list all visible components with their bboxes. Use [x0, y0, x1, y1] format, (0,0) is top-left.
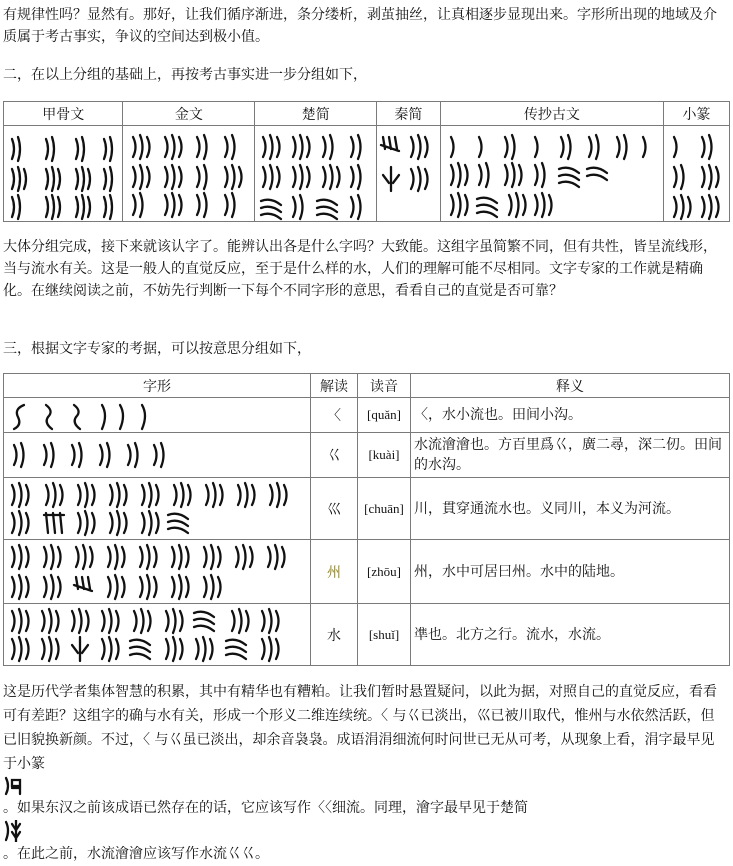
- glyph-item: [133, 135, 150, 159]
- table-row: [4, 398, 730, 433]
- glyph-item: [383, 167, 399, 191]
- glyph-item: [505, 163, 522, 187]
- glyph-item: [381, 137, 399, 151]
- reading-quan: [quǎn]: [358, 398, 411, 433]
- glyph-item: [232, 609, 249, 633]
- glyph-item: [505, 135, 515, 159]
- glyph-item: [128, 443, 138, 467]
- glyph-item: [12, 483, 29, 507]
- glyph-item: [72, 443, 82, 467]
- cell-seal: [664, 126, 730, 222]
- glyph-item: [14, 443, 24, 467]
- glyph-item: [72, 637, 88, 661]
- glyph-item: [120, 405, 123, 429]
- table-row: [4, 478, 730, 540]
- glyph-item: [102, 637, 119, 661]
- glyph-item: [174, 483, 191, 507]
- glyph-item: [140, 575, 157, 599]
- reading-shui: [shuǐ]: [358, 604, 411, 666]
- section-two-heading: 二，在以上分组的基础上，再按考古事实进一步分组如下，: [3, 67, 367, 83]
- header-qin-slips: 秦简: [377, 102, 440, 126]
- glyph-item: [238, 483, 255, 507]
- glyph-item: [104, 195, 112, 219]
- header-interpretation: 解读: [311, 374, 358, 398]
- glyph-item: [204, 545, 221, 569]
- header-chu-slips: 楚简: [255, 102, 377, 126]
- zhou-glyphs: [4, 541, 308, 603]
- glyph-item: [12, 545, 29, 569]
- glyph-item: [263, 165, 280, 189]
- glyph-item: [674, 195, 691, 219]
- glyph-item: [74, 577, 92, 591]
- glyph-item: [643, 137, 646, 157]
- glyph-item: [451, 193, 468, 217]
- glyph-item: [226, 639, 246, 658]
- glyph-item: [535, 163, 545, 187]
- glyph-item: [76, 195, 90, 219]
- glyph-item: [197, 193, 207, 217]
- chu-slips-glyphs: [255, 127, 375, 221]
- glyph-item: [154, 443, 164, 467]
- glyph-item: [100, 443, 110, 467]
- conclusion-paragraph: [3, 680, 728, 866]
- glyph-item: [225, 165, 242, 189]
- glyph-item: [702, 165, 719, 189]
- glyph-item: [236, 545, 253, 569]
- glyph-item: [46, 195, 60, 219]
- glyph-item: [142, 405, 145, 429]
- transmitted-glyphs: [441, 127, 663, 221]
- glyph-item: [293, 195, 303, 219]
- qin-slips-glyphs: [377, 127, 439, 221]
- meaning-chuan: 川，貫穿通流水也。义同川，本义为河流。: [411, 478, 730, 540]
- glyph-item: [110, 483, 127, 507]
- intro-paragraph: 有规律性吗？显然有。那好，让我们循序渐进，条分缕析，剥茧抽丝，让真相逐步显现出来。字形所出现的地域及介质属于考古事实，争议的空间达到极小值。: [3, 7, 717, 45]
- glyph-item: [206, 483, 223, 507]
- glyph-item: [674, 165, 684, 189]
- glyph-item: [130, 639, 150, 658]
- glyph-item: [166, 637, 183, 661]
- glyph-item: [168, 513, 188, 532]
- glyph-item: [104, 167, 112, 191]
- glyph-item: [225, 193, 235, 217]
- seal-juan-glyph: [4, 776, 24, 796]
- glyph-item: [46, 167, 60, 191]
- section-three-heading: 三，根据文字专家的考据，可以按意思分组如下，: [3, 341, 311, 357]
- glyph-item: [674, 137, 677, 157]
- meaning-shui: 凖也。北方之行。流水，水流。: [411, 604, 730, 666]
- conclusion-text-a: 这是历代学者集体智慧的积累，其中有精华也有糟粕。让我们暂时悬置疑问，以此为据，对照自己的直觉反应，看看可有差距？这组字的确与水有关，形成一个形义二维连续统。〈 与巜已淡出，巛已被川取代，惟州与水依然活跃，但已旧貌换新颜。不过，〈 与巜虽已淡出，却余音袅袅。成语涓涓细流何时问世已无从可考，从现象上看，涓字最早见于小篆: [3, 684, 717, 772]
- cell-oracle-bone: [4, 126, 123, 222]
- glyph-form-cell: [4, 604, 311, 666]
- glyph-item: [165, 135, 182, 159]
- glyph-item: [46, 405, 52, 429]
- glyph-item: [262, 637, 279, 661]
- glyph-item: [74, 405, 80, 429]
- glyph-item: [78, 511, 95, 535]
- glyph-item: [204, 575, 221, 599]
- glyph-item: [72, 609, 89, 633]
- glyph-item: [617, 135, 627, 159]
- meaning-quan: 〈，水小流也。田间小沟。: [411, 398, 730, 433]
- cell-bronze: [123, 126, 255, 222]
- glyph-item: [76, 137, 84, 161]
- glyph-item: [42, 609, 59, 633]
- glyph-item: [102, 405, 105, 429]
- kuai-glyphs: [4, 435, 308, 475]
- glyph-item: [142, 511, 159, 535]
- glyph-item: [44, 513, 64, 533]
- glyph-item: [451, 137, 454, 157]
- glyph-item: [134, 609, 151, 633]
- glyph-item: [451, 163, 468, 187]
- glyph-item: [411, 135, 428, 159]
- conclusion-text-c: 。在此之前，水流澮澮应该写作水流巜巜。: [3, 846, 269, 862]
- bronze-glyphs: [123, 127, 253, 221]
- glyph-item: [351, 165, 361, 189]
- glyph-item: [78, 483, 95, 507]
- header-definition: 释义: [411, 374, 730, 398]
- glyph-item: [589, 135, 599, 159]
- glyph-item: [166, 609, 183, 633]
- char-zhou: 州: [311, 540, 358, 604]
- glyph-item: [44, 443, 54, 467]
- char-quan: 〈: [311, 398, 358, 433]
- glyph-item: [12, 575, 29, 599]
- glyph-item: [172, 575, 189, 599]
- glyph-item: [196, 637, 213, 661]
- glyph-item: [411, 167, 428, 191]
- glyph-item: [44, 545, 61, 569]
- glyph-item: [12, 167, 26, 191]
- seal-glyphs: [664, 127, 728, 221]
- header-seal: 小篆: [664, 102, 730, 126]
- glyph-item: [194, 611, 214, 630]
- cell-chu-slips: [255, 126, 377, 222]
- glyph-item: [133, 165, 150, 189]
- glyph-item: [165, 193, 182, 217]
- glyph-item: [76, 545, 93, 569]
- glyph-item: [477, 197, 497, 216]
- oracle-bone-glyphs: [4, 127, 122, 221]
- header-oracle-bone: 甲骨文: [4, 102, 123, 126]
- table-row: [4, 433, 730, 478]
- glyph-item: [509, 193, 526, 217]
- reading-zhou: [zhōu]: [358, 540, 411, 604]
- glyph-item: [110, 511, 127, 535]
- glyph-item: [108, 575, 125, 599]
- glyph-item: [42, 637, 59, 661]
- glyph-form-cell: [4, 433, 311, 478]
- table-row: [4, 604, 730, 666]
- glyph-item: [323, 135, 333, 159]
- glyph-item: [225, 135, 235, 159]
- glyph-item: [559, 167, 579, 186]
- char-chuan: 巛: [311, 478, 358, 540]
- header-bronze: 金文: [123, 102, 255, 126]
- glyph-item: [261, 199, 281, 218]
- glyph-form-cell: [4, 478, 311, 540]
- meaning-kuai: 水流澮澮也。方百里爲巜，廣二尋，深二仞。田间的水沟。: [411, 433, 730, 478]
- glyph-item: [587, 167, 607, 179]
- chuan-glyphs: [4, 479, 308, 539]
- glyph-item: [108, 545, 125, 569]
- glyph-item: [561, 135, 571, 159]
- glyph-item: [702, 195, 719, 219]
- glyph-item: [270, 483, 287, 507]
- conclusion-text-b: 。如果东汉之前该成语已然存在的话，它应该写作〈〈细流。同理，澮字最早见于楚简: [3, 800, 528, 816]
- header-glyph-form: 字形: [4, 374, 311, 398]
- glyph-item: [46, 137, 54, 161]
- glyph-item: [293, 135, 310, 159]
- glyph-item: [262, 609, 279, 633]
- glyph-item: [317, 199, 337, 218]
- glyph-item: [76, 167, 90, 191]
- glyph-item: [351, 135, 361, 159]
- glyph-item: [268, 545, 285, 569]
- glyph-item: [351, 195, 361, 219]
- glyph-item: [14, 405, 24, 429]
- glyph-item: [165, 165, 182, 189]
- glyph-item: [102, 609, 119, 633]
- glyph-item: [12, 637, 29, 661]
- glyph-form-cell: [4, 398, 311, 433]
- glyph-item: [172, 545, 189, 569]
- cell-qin-slips: [377, 126, 440, 222]
- glyph-item: [133, 193, 143, 217]
- char-shui: 水: [311, 604, 358, 666]
- glyph-item: [142, 483, 159, 507]
- glyph-item: [44, 575, 61, 599]
- table-row: [4, 540, 730, 604]
- cell-transmitted: [440, 126, 663, 222]
- reading-kuai: [kuài]: [358, 433, 411, 478]
- glyph-item: [479, 137, 482, 157]
- glyph-item: [197, 165, 207, 189]
- table-by-medium: [3, 101, 730, 222]
- glyph-item: [46, 483, 63, 507]
- glyph-item: [293, 165, 310, 189]
- shui-glyphs: [4, 605, 308, 665]
- reading-chuan: [chuān]: [358, 478, 411, 540]
- char-kuai: 巜: [311, 433, 358, 478]
- glyph-item: [535, 137, 538, 157]
- table-by-meaning: [3, 373, 730, 666]
- glyph-item: [12, 511, 29, 535]
- header-transmitted: 传抄古文: [440, 102, 663, 126]
- glyph-item: [323, 165, 340, 189]
- glyph-item: [12, 195, 20, 219]
- recognition-paragraph: 大体分组完成，接下来就该认字了。能辨认出各是什么字吗？大致能。这组字虽简繁不同，但有共性，皆呈流线形，当与流水有关。这是一般人的直觉反应，至于是什么样的水，人们的理解可能不尽相同。文字专家的工作就是精确化。在继续阅读之前，不妨先行判断一下每个不同字形的意思，看看自己的直觉是否可靠？: [3, 239, 717, 299]
- glyph-item: [12, 609, 29, 633]
- glyph-item: [197, 135, 207, 159]
- header-pronunciation: 读音: [358, 374, 411, 398]
- glyph-item: [263, 135, 280, 159]
- glyph-item: [479, 163, 489, 187]
- glyph-item: [702, 135, 712, 159]
- meaning-zhou: 州，水中可居曰州。水中的陆地。: [411, 540, 730, 604]
- glyph-item: [535, 193, 552, 217]
- chu-kuai-glyph: [4, 820, 26, 842]
- glyph-item: [104, 137, 112, 161]
- glyph-form-cell: [4, 540, 311, 604]
- quan-glyphs: [4, 399, 308, 432]
- glyph-item: [12, 137, 20, 161]
- glyph-item: [140, 545, 157, 569]
